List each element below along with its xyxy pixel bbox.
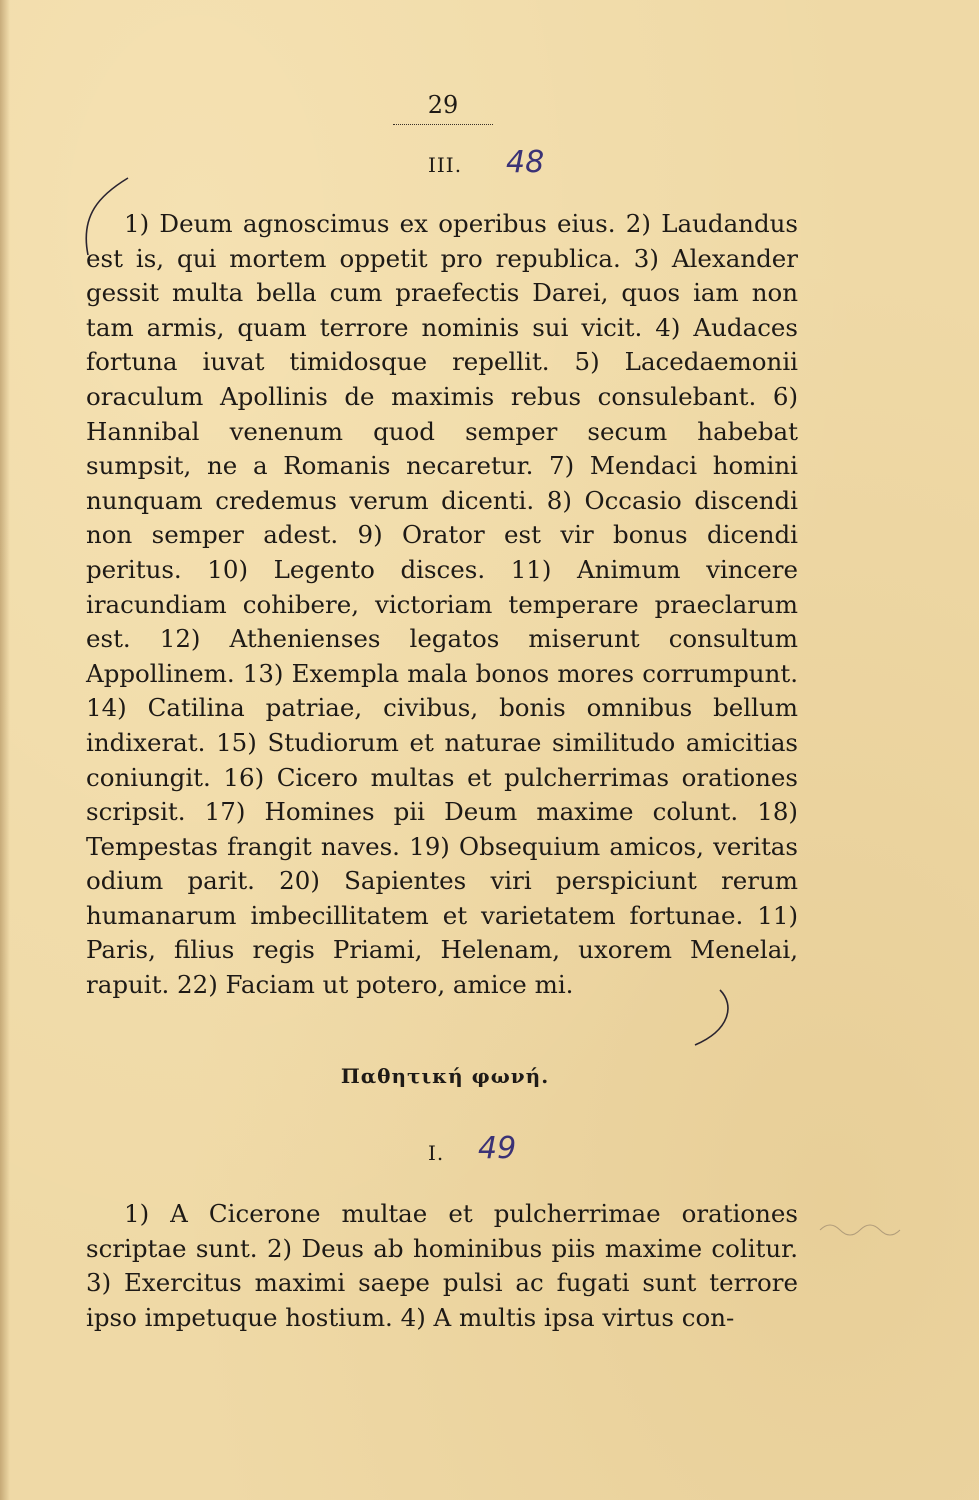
handwritten-note-48: 48: [506, 145, 545, 180]
page-number-rule: [393, 124, 493, 125]
exercise-text-i: 1) A Cicerone multae et pulcherrimae orationes scriptae sunt. 2) Deus ab hominibus piis maxime colitur. 3) Exercitus maximi saepe pulsi ac fugati sunt terrore ipso impetuque hostium. 4) A multis ipsa virtus con-: [86, 1199, 798, 1332]
section-heading-i: I.: [428, 1141, 445, 1165]
exercise-text-iii: 1) Deum agnoscimus ex operibus eius. 2) Laudandus est is, qui mortem oppetit pro republica. 3) Alexander gessit multa bella cum praefectis Darei, quos iam non tam armis, quam terrore nominis sui vicit. 4) Audaces fortuna iuvat timidosque repellit. 5) Lacedaemonii oraculum Apollinis de maximis rebus consulebant. 6) Hannibal venenum quod semper secum habebat sumpsit, ne a Romanis necaretur. 7) Mendaci homini nunquam credemus verum dicenti. 8) Occasio discendi non semper adest. 9) Orator est vir bonus dicendi peritus. 10) Legento disces. 11) Animum vincere iracundiam cohibere, victoriam temperare praeclarum est. 12) Athenienses legatos miserunt consultum Appollinem. 13) Exempla mala bonos mores corrumpunt. 14) Catilina patriae, civibus, bonis omnibus bellum indixerat. 15) Studiorum et naturae similitudo amicitias coniungit. 16) Cicero multas et pulcherrimas orationes scripsit. 17) Homines pii Deum maxime colunt. 18) Tempestas frangit naves. 19) Obsequium amicos, veritas odium parit. 20) Sapientes viri perspiciunt rerum humanarum imbecillitatem et varietatem fortunae. 11) Paris, filius regis Priami, Helenam, uxorem Menelai, rapuit. 22) Faciam ut potero, amice mi.: [86, 209, 798, 1000]
passive-voice-title: Παθητική φωνή.: [340, 1064, 550, 1088]
handwritten-note-49: 49: [478, 1131, 517, 1166]
page-binding-edge: [0, 0, 10, 1500]
faint-pencil-scribble: [820, 1225, 900, 1235]
section-heading-iii: III.: [428, 153, 463, 177]
page-number: 29: [427, 91, 459, 119]
